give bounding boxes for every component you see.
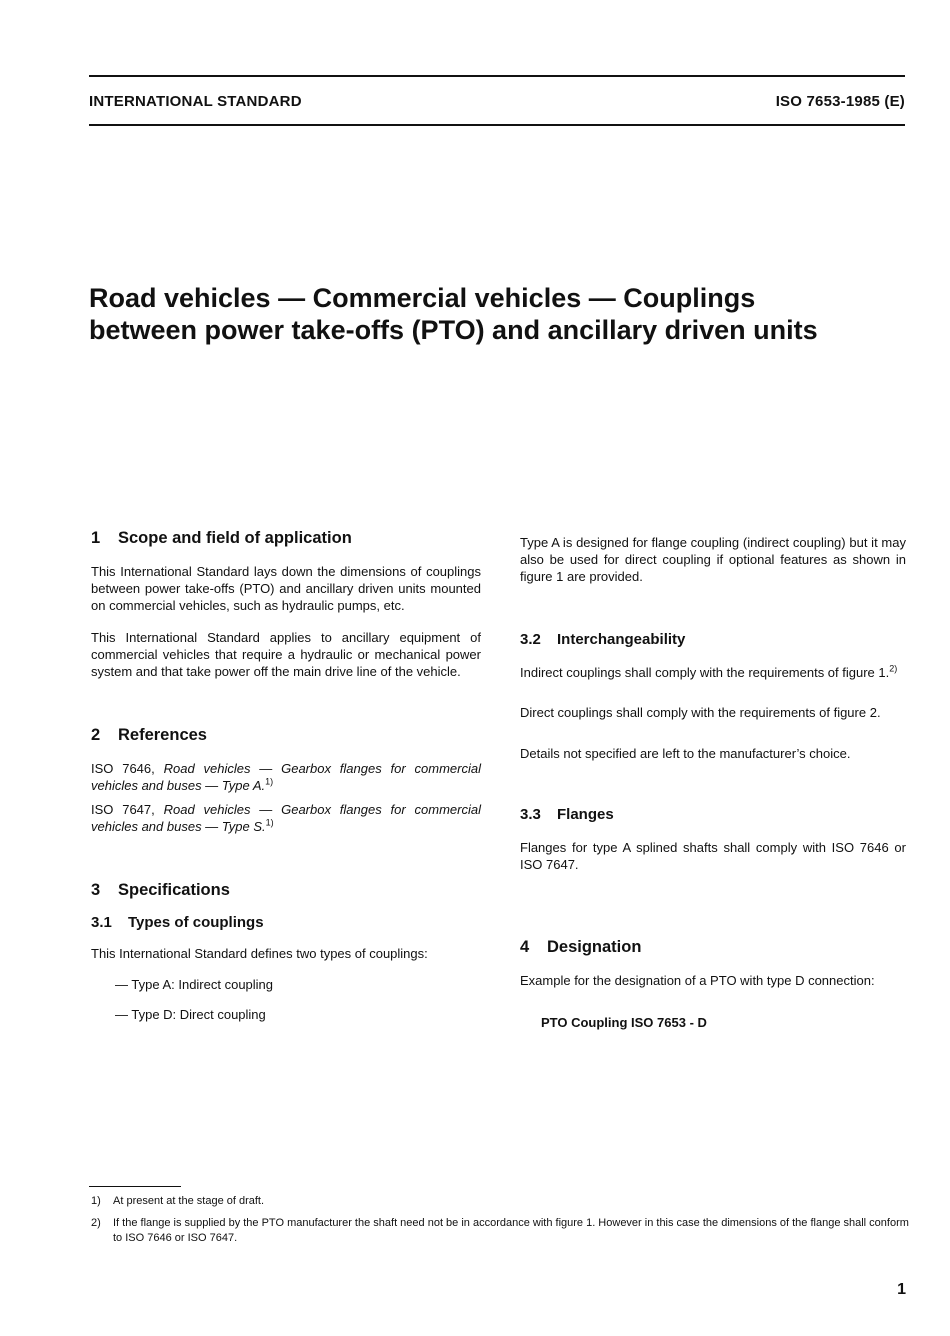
list-item-type-a: — Type A: Indirect coupling xyxy=(115,977,274,992)
page-title xyxy=(89,282,929,346)
section-3-1-paragraph: This International Standard defines two types of couplings: xyxy=(91,946,428,961)
list-item-type-d: — Type D: Direct coupling xyxy=(115,1007,266,1022)
section-3-3-paragraph: Flanges for type A splined shafts shall comply with ISO 7646 or ISO 7647. xyxy=(520,840,906,872)
left-column xyxy=(91,530,481,1023)
right-column xyxy=(520,530,906,1031)
title-line-1: Road vehicles — Commercial vehicles — Couplings xyxy=(89,283,756,313)
header-document-id: ISO 7653-1985 (E) xyxy=(775,93,905,110)
section-3-2-paragraph-3: Details not specified are left to the manufacturer’s choice. xyxy=(520,746,851,761)
header-bottom-rule xyxy=(89,124,905,126)
header-standard-label: INTERNATIONAL STANDARD xyxy=(89,93,302,110)
section-3-2-paragraph-2: Direct couplings shall comply with the requirements of figure 2. xyxy=(520,705,881,720)
section-2-heading: 2 References xyxy=(91,726,207,744)
header-top-rule xyxy=(89,75,905,77)
section-1-paragraph-2: This International Standard applies to ancillary equipment of commercial vehicles that require a hydraulic or mechanical power system and that take power off the main drive line of the vehicle. xyxy=(91,630,481,679)
reference-iso-7647: ISO 7647, Road vehicles — Gearbox flanges for commercial vehicles and buses — Type S.$^{1)}$ xyxy=(91,802,481,834)
section-3-1-type-a-paragraph: Type A is designed for flange coupling (indirect coupling) but it may also be used for direct coupling if optional features as shown in figure 1 are provided. xyxy=(520,535,906,584)
footnote-1: 1) At present at the stage of draft. xyxy=(91,1195,265,1207)
reference-iso-7646: ISO 7646, Road vehicles — Gearbox flanges for commercial vehicles and buses — Type A.$^{1)}$ xyxy=(91,761,481,793)
designation-example: PTO Coupling ISO 7653 - D xyxy=(541,1015,707,1030)
footnote-2: 2) If the flange is supplied by the PTO manufacturer the shaft need not be in accordance with figure 1. However in this case the dimensions of the flange shall conform to ISO 7646 or ISO 7647. xyxy=(91,1217,909,1244)
section-4-paragraph: Example for the designation of a PTO with type D connection: xyxy=(520,973,875,988)
footnote-rule xyxy=(89,1186,181,1187)
section-3-2-heading: 3.2 Interchangeability xyxy=(520,631,686,648)
section-3-heading: 3 Specifications xyxy=(91,881,230,899)
section-4-heading: 4 Designation xyxy=(520,938,642,956)
title-line-2: between power take-offs (PTO) and ancillary driven units xyxy=(89,315,818,345)
section-1-heading: 1 Scope and field of application xyxy=(91,529,352,547)
section-3-1-heading: 3.1 Types of couplings xyxy=(91,914,264,931)
page-number: 1 xyxy=(897,1281,906,1298)
section-1-paragraph-1: This International Standard lays down the dimensions of couplings between power take-offs (PTO) and ancillary driven units mounted on commercial vehicles, such as hydraulic pumps, etc. xyxy=(91,564,481,613)
section-3-3-heading: 3.3 Flanges xyxy=(520,806,614,823)
section-3-2-paragraph-1: Indirect couplings shall comply with the requirements of figure 1.$^{2)}$ xyxy=(520,663,898,680)
